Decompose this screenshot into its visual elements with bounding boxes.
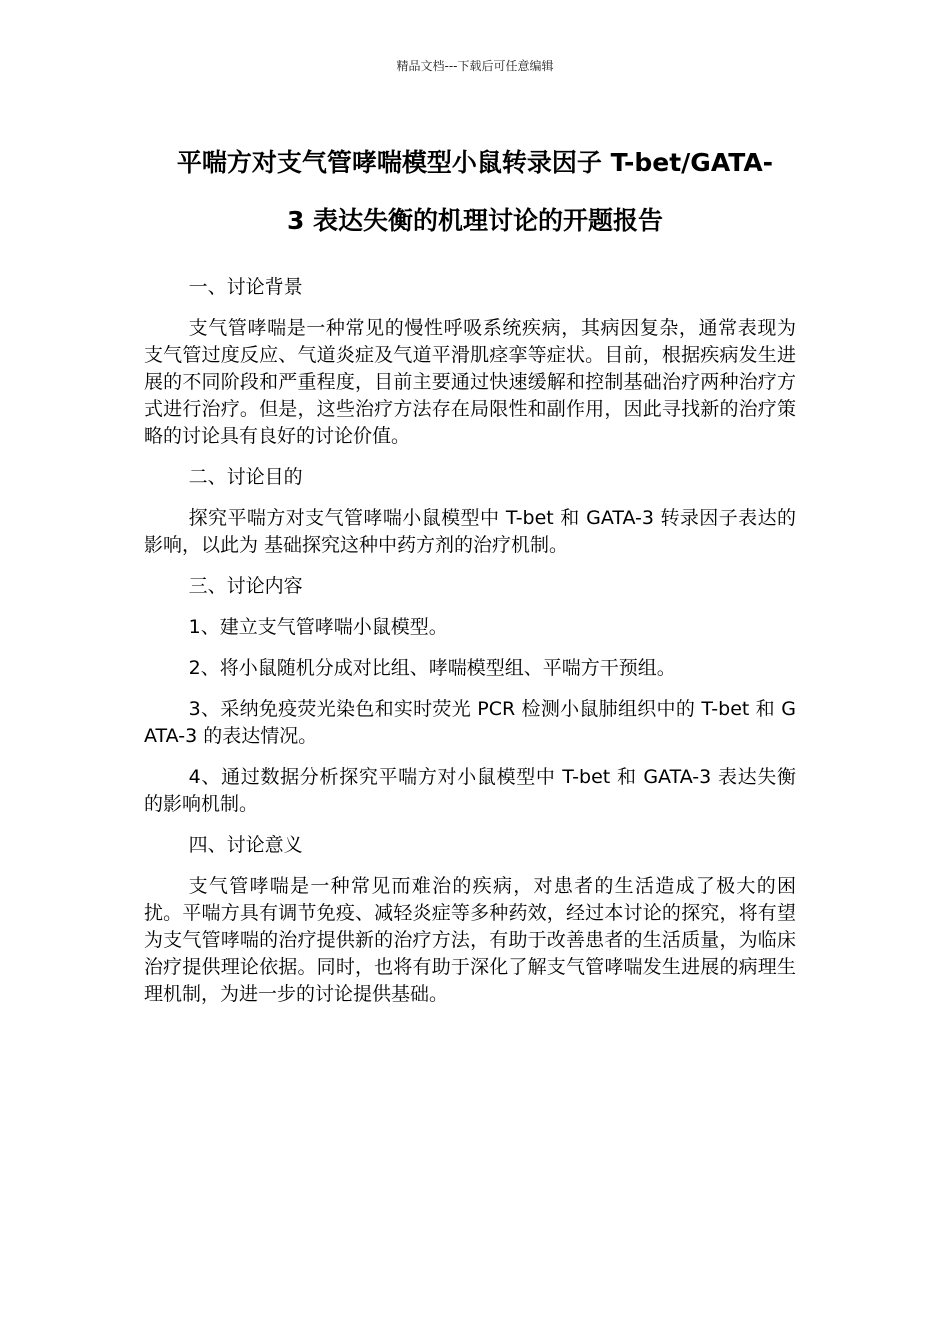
section-body-purpose: 探究平喘方对支气管哮喘小鼠模型中 T-bet 和 GATA-3 转录因子表达的影响，以此为 基础探究这种中药方剂的治疗机制。 (144, 507, 796, 556)
section-heading-content: 三、讨论内容 (188, 575, 303, 597)
content-list-item: 3、采纳免疫荧光染色和实时荧光 PCR 检测小鼠肺组织中的 T-bet 和 GATA-3 的表达情况。 (144, 698, 796, 747)
section-body-background: 支气管哮喘是一种常见的慢性呼吸系统疾病，其病因复杂，通常表现为支气管过度反应、气道炎症及气道平滑肌痉挛等症状。目前，根据疾病发生进展的不同阶段和严重程度，目前主要通过快速缓解和控制基础治疗两种治疗方式进行治疗。但是，这些治疗方法存在局限性和副作用，因此寻找新的治疗策略的讨论具有良好的讨论价值。 (144, 317, 796, 447)
section-heading-significance: 四、讨论意义 (188, 834, 303, 856)
content-list-item: 2、将小鼠随机分成对比组、哮喘模型组、平喘方干预组。 (188, 657, 676, 679)
section-heading-purpose: 二、讨论目的 (188, 466, 303, 488)
page-header: 精品文档---下载后可任意编辑 (396, 59, 554, 73)
content-list-item: 1、建立支气管哮喘小鼠模型。 (188, 616, 448, 638)
content-list-item: 4、通过数据分析探究平喘方对小鼠模型中 T-bet 和 GATA-3 表达失衡的影响机制。 (144, 766, 796, 815)
section-heading-background: 一、讨论背景 (188, 276, 303, 298)
document-title (120, 134, 830, 250)
document-title-line-1: 平喘方对支气管哮喘模型小鼠转录因子 T-bet/GATA- (176, 148, 774, 177)
section-body-significance: 支气管哮喘是一种常见而难治的疾病，对患者的生活造成了极大的困扰。平喘方具有调节免疫、减轻炎症等多种药效，经过本讨论的探究，将有望为支气管哮喘的治疗提供新的治疗方法，有助于改善患者的生活质量，为临床治疗提供理论依据。同时，也将有助于深化了解支气管哮喘发生进展的病理生理机制，为进一步的讨论提供基础。 (144, 875, 796, 1005)
document-title-line-2: 3 表达失衡的机理讨论的开题报告 (286, 206, 664, 235)
document-body (144, 274, 796, 1008)
